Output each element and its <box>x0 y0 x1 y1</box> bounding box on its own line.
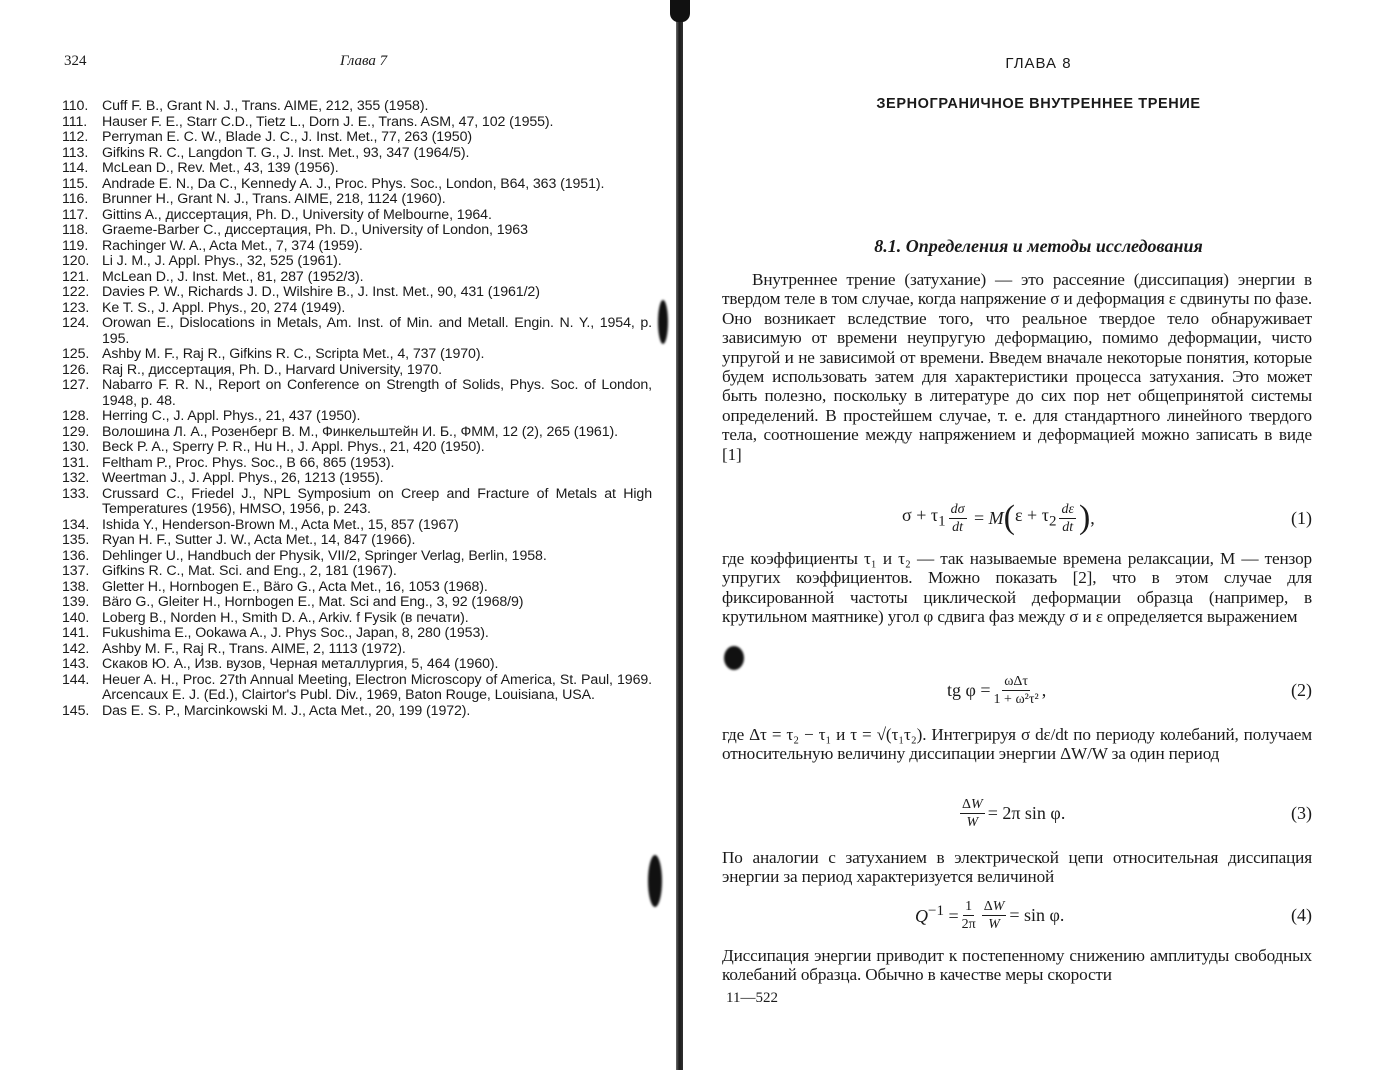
reference-item <box>62 363 652 379</box>
reference-text: Li J. M., J. Appl. Phys., 32, 525 (1961). <box>102 253 342 269</box>
reference-text: Graeme-Barber C., диссертация, Ph. D., University of London, 1963 <box>102 222 528 238</box>
reference-item <box>62 564 652 580</box>
reference-item <box>62 378 652 409</box>
reference-text: Gletter H., Hornbogen E., Bäro G., Acta Met., 16, 1053 (1968). <box>102 578 488 595</box>
reference-text: McLean D., Rev. Met., 43, 139 (1956). <box>102 160 339 176</box>
ink-blot <box>724 646 744 670</box>
printer-signature: 11—522 <box>726 990 778 1006</box>
equation-4 <box>722 893 1312 937</box>
reference-item <box>62 270 652 286</box>
reference-item <box>62 177 652 193</box>
reference-item <box>62 99 652 115</box>
reference-number: 144. <box>62 671 90 688</box>
reference-text: Perryman E. C. W., Blade J. C., J. Inst. Met., 77, 263 (1950) <box>102 129 473 145</box>
equation-3-expression: $\frac{\Delta W}{W}$ = 2π sin φ. <box>962 796 1066 830</box>
reference-number: 130. <box>62 439 90 455</box>
reference-item <box>62 456 652 472</box>
reference-item <box>62 192 652 208</box>
reference-text: Волошина Л. А., Розенберг В. М., Финкельштейн И. Б., ФММ, 12 (2), 265 (1961). <box>102 423 618 440</box>
reference-text: Hauser F. E., Starr C.D., Tietz L., Dorn J. E., Trans. ASM, 47, 102 (1955). <box>102 113 554 130</box>
equation-1-expression: $\sigma + \tau_1$ $\frac{d\sigma}{dt}$ = M ( $\varepsilon + \tau_2$ $\frac{d\varepsilon}{dt}$ ) , <box>902 499 1095 536</box>
reference-text: Gifkins R. C., Mat. Sci. and Eng., 2, 181 (1967). <box>102 563 397 579</box>
equation-2 <box>722 668 1312 712</box>
reference-number: 132. <box>62 470 90 486</box>
reference-number: 138. <box>62 578 90 595</box>
reference-item <box>62 704 652 720</box>
equation-1-number: (1) <box>1291 508 1312 528</box>
reference-number: 127. <box>62 377 90 393</box>
reference-number: 110. <box>62 98 89 114</box>
reference-item <box>62 146 652 162</box>
chapter-subtitle: ЗЕРНОГРАНИЧНОЕ ВНУТРЕННЕЕ ТРЕНИЕ <box>876 96 1201 112</box>
equation-3 <box>722 791 1312 835</box>
reference-text: McLean D., J. Inst. Met., 81, 287 (1952/3). <box>102 268 364 285</box>
reference-text: Gittins A., диссертация, Ph. D., University of Melbourne, 1964. <box>102 206 492 223</box>
equation-3-number: (3) <box>1291 803 1312 823</box>
paragraph-integration: где Δτ = τ₂ − τ₁ и τ = √(τ₁τ₂). Интегрируя σ dε/dt по периоду колебаний, получаем относительную величину диссипации энергии ΔW/W за один период <box>722 725 1312 764</box>
right-page <box>686 0 1391 1070</box>
page-number: 324 <box>64 53 87 69</box>
reference-text: Fukushima E., Ookawa A., J. Phys Soc., Japan, 8, 280 (1953). <box>102 625 489 641</box>
reference-number: 128. <box>62 408 90 424</box>
reference-text: Ke T. S., J. Appl. Phys., 20, 274 (1949). <box>102 299 346 316</box>
reference-number: 125. <box>62 346 90 362</box>
reference-item <box>62 611 652 627</box>
reference-number: 123. <box>62 299 90 316</box>
reference-number: 116. <box>62 191 89 207</box>
reference-item <box>62 347 652 363</box>
reference-item <box>62 580 652 596</box>
reference-text: Ryan H. F., Sutter J. W., Acta Met., 14, 847 (1966). <box>102 532 416 548</box>
reference-number: 129. <box>62 423 90 440</box>
reference-number: 120. <box>62 253 90 269</box>
reference-number: 137. <box>62 563 90 579</box>
reference-text: Loberg B., Norden H., Smith D. A., Arkiv. f Fysik (в печати). <box>102 609 469 626</box>
reference-text: Beck P. A., Sperry P. R., Hu H., J. Appl. Phys., 21, 420 (1950). <box>102 439 485 455</box>
reference-number: 113. <box>62 144 89 161</box>
reference-number: 115. <box>62 175 89 192</box>
reference-text: Скаков Ю. А., Изв. вузов, Черная металлургия, 5, 464 (1960). <box>102 656 499 672</box>
reference-item <box>62 285 652 301</box>
reference-item <box>62 673 652 704</box>
reference-text: Ashby M. F., Raj R., Trans. AIME, 2, 1113 (1972). <box>102 640 406 657</box>
reference-text: Raj R., диссертация, Ph. D., Harvard University, 1970. <box>102 361 442 378</box>
reference-text: Herring C., J. Appl. Phys., 21, 437 (1950). <box>102 408 361 424</box>
paragraph-relaxation: где коэффициенты τ₁ и τ₂ — так называемые времена релаксации, M — тензор упругих коэффициентов. Можно показать [2], что в этом случае для фиксированной частоты циклической деформации образца (например, в крутильном маятнике) угол φ сдвига фаз между σ и ε определяется выражением <box>722 549 1312 627</box>
reference-item <box>62 626 652 642</box>
reference-item <box>62 549 652 565</box>
reference-text: Ashby M. F., Raj R., Gifkins R. C., Scripta Met., 4, 737 (1970). <box>102 346 485 362</box>
equation-2-expression: tg φ = $\frac{\text{ωΔτ}}{\text{1 + ω²τ²}}$ , <box>947 673 1047 707</box>
ink-blot <box>658 300 668 344</box>
paragraph-analogy: По аналогии с затуханием в электрической цепи относительная диссипация энергии за период характеризуется величиной <box>722 848 1312 887</box>
reference-item <box>62 657 652 673</box>
reference-item <box>62 223 652 239</box>
section-title: 8.1. Определения и методы исследования <box>874 236 1203 256</box>
reference-text: Brunner H., Grant N. J., Trans. AIME, 218, 1124 (1960). <box>102 191 446 207</box>
reference-item <box>62 471 652 487</box>
reference-number: 142. <box>62 640 90 657</box>
reference-number: 139. <box>62 594 90 610</box>
running-head-chapter: Глава 7 <box>340 53 388 69</box>
reference-text: Andrade E. N., Da C., Kennedy A. J., Proc. Phys. Soc., London, B64, 363 (1951). <box>102 175 605 192</box>
reference-text: Heuer A. H., Proc. 27th Annual Meeting, Electron Microscopy of America, St. Paul, 1969. Arcencaux E. J. (Ed.), Clairtor's Publ. Div., 1969, Baton Rouge, Louisiana, USA. <box>102 671 652 703</box>
reference-number: 134. <box>62 516 90 533</box>
paragraph-intro: Внутреннее трение (затухание) — это рассеяние (диссипация) энергии в твердом теле в том случае, когда напряжение σ и деформация ε сдвинуты по фазе. Оно возникает вследствие того, что реальное твердое тело обнаруживает зависимую от времени неупругую деформацию, помимо деформации, чисто упругой и не зависимой от времени. Введем вначале некоторые понятия, которые будем использовать затем для характеристики процесса затухания. Это может быть полезно, поскольку в литературе до сих пор нет общепринятой системы определений. В простейшем случае, т. е. для стандартного линейного твердого тела, соотношение между напряжением и деформацией можно записать в виде [1] <box>722 270 1312 464</box>
running-header <box>64 53 646 73</box>
paragraph-dissipation: Диссипация энергии приводит к постепенному снижению амплитуды свободных колебаний образца. Обычно в качестве меры скорости <box>722 946 1312 985</box>
reference-item <box>62 409 652 425</box>
reference-item <box>62 316 652 347</box>
reference-text: Weertman J., J. Appl. Phys., 26, 1213 (1955). <box>102 470 384 486</box>
reference-text: Orowan E., Dislocations in Metals, Am. Inst. of Min. and Metall. Engin. N. Y., 1954, p. 195. <box>102 315 652 347</box>
reference-item <box>62 642 652 658</box>
reference-number: 111. <box>62 113 88 130</box>
reference-item <box>62 239 652 255</box>
reference-text: Cuff F. B., Grant N. J., Trans. AIME, 212, 355 (1958). <box>102 98 429 114</box>
reference-item <box>62 208 652 224</box>
reference-item <box>62 595 652 611</box>
reference-number: 117. <box>62 206 89 223</box>
reference-item <box>62 518 652 534</box>
equation-4-expression: $Q^{-1}$ = $\frac{1}{2\pi}$ $\frac{\Delta W}{W}$ = sin φ. <box>915 898 1065 932</box>
reference-item <box>62 440 652 456</box>
equation-2-number: (2) <box>1291 680 1312 700</box>
reference-text: Dehlinger U., Handbuch der Physik, VII/2, Springer Verlag, Berlin, 1958. <box>102 547 547 564</box>
reference-item <box>62 487 652 518</box>
left-page <box>0 0 676 1070</box>
reference-number: 143. <box>62 656 90 672</box>
reference-item <box>62 115 652 131</box>
book-spine <box>676 0 683 1070</box>
reference-item <box>62 130 652 146</box>
reference-text: Das E. S. P., Marcinkowski M. J., Acta Met., 20, 199 (1972). <box>102 702 471 719</box>
reference-number: 122. <box>62 284 90 300</box>
reference-text: Feltham P., Proc. Phys. Soc., B 66, 865 (1953). <box>102 454 395 471</box>
reference-number: 140. <box>62 609 90 626</box>
reference-number: 131. <box>62 454 90 471</box>
reference-number: 121. <box>62 268 90 285</box>
reference-item <box>62 533 652 549</box>
reference-number: 118. <box>62 222 89 238</box>
reference-text: Davies P. W., Richards J. D., Wilshire B., J. Inst. Met., 90, 431 (1961/2) <box>102 284 540 300</box>
chapter-title: ГЛАВА 8 <box>1005 55 1072 72</box>
reference-number: 136. <box>62 547 90 564</box>
reference-item <box>62 254 652 270</box>
reference-text: Crussard C., Friedel J., NPL Symposium on Creep and Fracture of Metals at High Temperatures (1956), HMSO, 1956, p. 243. <box>102 485 652 517</box>
reference-number: 141. <box>62 625 90 641</box>
reference-number: 124. <box>62 315 90 331</box>
reference-list <box>62 99 652 719</box>
reference-number: 133. <box>62 485 90 502</box>
reference-number: 112. <box>62 129 89 145</box>
reference-text: Bäro G., Gleiter H., Hornbogen E., Mat. Sci and Eng., 3, 92 (1968/9) <box>102 594 524 610</box>
reference-text: Ishida Y., Henderson-Brown M., Acta Met., 15, 857 (1967) <box>102 516 459 533</box>
reference-number: 126. <box>62 361 90 378</box>
reference-item <box>62 161 652 177</box>
reference-text: Rachinger W. A., Acta Met., 7, 374 (1959). <box>102 237 363 254</box>
reference-number: 145. <box>62 702 90 719</box>
reference-text: Gifkins R. C., Langdon T. G., J. Inst. Met., 93, 347 (1964/5). <box>102 144 470 161</box>
reference-number: 119. <box>62 237 89 254</box>
reference-number: 135. <box>62 532 90 548</box>
reference-item <box>62 301 652 317</box>
ink-blot <box>648 855 662 907</box>
reference-text: Nabarro F. R. N., Report on Conference on Strength of Solids, Phys. Soc. of London, 1948, p. 48. <box>102 377 652 409</box>
reference-item <box>62 425 652 441</box>
reference-number: 114. <box>62 160 89 176</box>
equation-4-number: (4) <box>1291 905 1312 925</box>
equation-1 <box>722 496 1312 540</box>
